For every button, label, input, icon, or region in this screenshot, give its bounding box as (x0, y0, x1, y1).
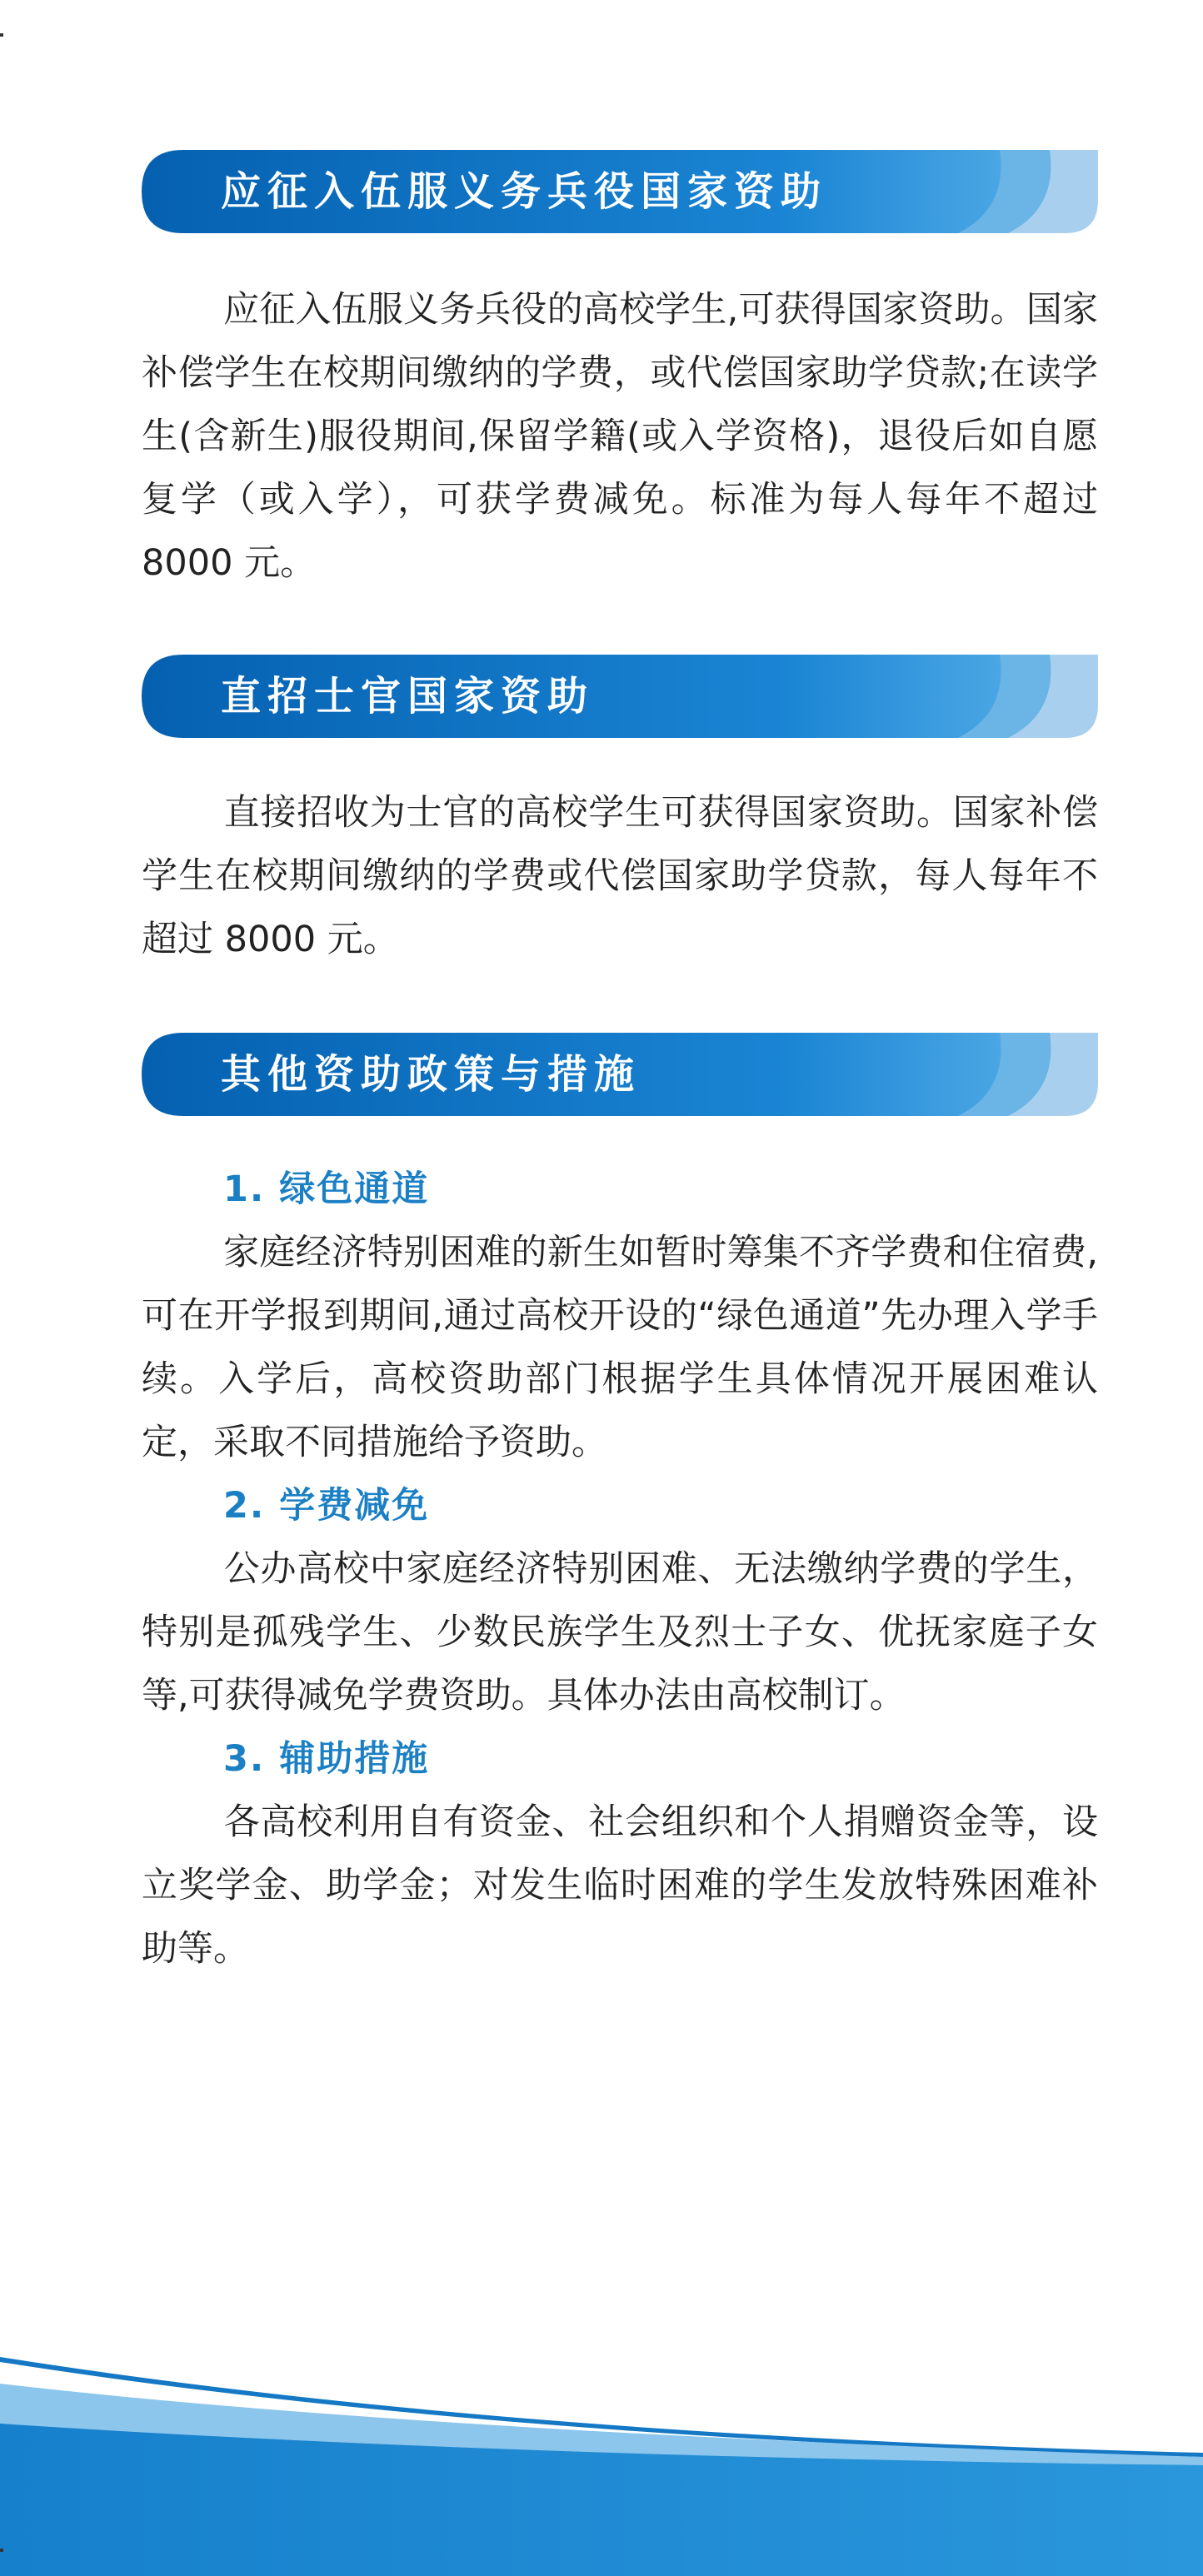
section-title: 其他资助政策与措施 (221, 1051, 641, 1098)
paragraph-text: 家庭经济特别困难的新生如暂时筹集不齐学费和住宿费,可在开学报到期间,通过高校开设的“绿色通道”先办理入学手续。入学后，高校资助部门根据学生具体情况开展困难认定，采取不同措施给予资助。 (142, 1232, 1098, 1463)
subsection-heading-auxiliary: 3. 辅助措施 (223, 1738, 430, 1780)
crop-mark-top (0, 33, 3, 37)
section-banner-military-service (142, 150, 1098, 233)
subsection-paragraph (142, 1791, 1098, 1981)
paragraph-text: 直接招收为士官的高校学生可获得国家资助。国家补偿学生在校期间缴纳的学费或代偿国家助学贷款，每人每年不超过 8000 元。 (142, 792, 1098, 960)
section-banner-nco (142, 655, 1098, 738)
subsection-paragraph (142, 1221, 1098, 1474)
subsection-paragraph (142, 1537, 1098, 1727)
subsection-heading-green-channel: 1. 绿色通道 (223, 1168, 430, 1210)
section-banner-other-policies (142, 1033, 1098, 1116)
section-paragraph (142, 278, 1098, 595)
crop-mark-bottom (0, 2549, 3, 2552)
section-title: 应征入伍服义务兵役国家资助 (221, 168, 828, 215)
bottom-wave-decoration (0, 2332, 1203, 2576)
paragraph-text: 应征入伍服义务兵役的高校学生,可获得国家资助。国家补偿学生在校期间缴纳的学费，或代偿国家助学贷款;在读学生(含新生)服役期间,保留学籍(或入学资格)，退役后如自愿复学（或入学），可获学费减免。标准为每人每年不超过 8000 元。 (142, 289, 1098, 584)
section-title: 直招士官国家资助 (221, 673, 595, 720)
section-paragraph (142, 781, 1098, 971)
paragraph-text: 公办高校中家庭经济特别困难、无法缴纳学费的学生，特别是孤残学生、少数民族学生及烈士子女、优抚家庭子女等,可获得减免学费资助。具体办法由高校制订。 (142, 1548, 1098, 1717)
paragraph-text: 各高校利用自有资金、社会组织和个人捐赠资金等，设立奖学金、助学金；对发生临时困难的学生发放特殊困难补助等。 (142, 1801, 1098, 1970)
subsection-heading-tuition-waiver: 2. 学费减免 (223, 1485, 430, 1527)
